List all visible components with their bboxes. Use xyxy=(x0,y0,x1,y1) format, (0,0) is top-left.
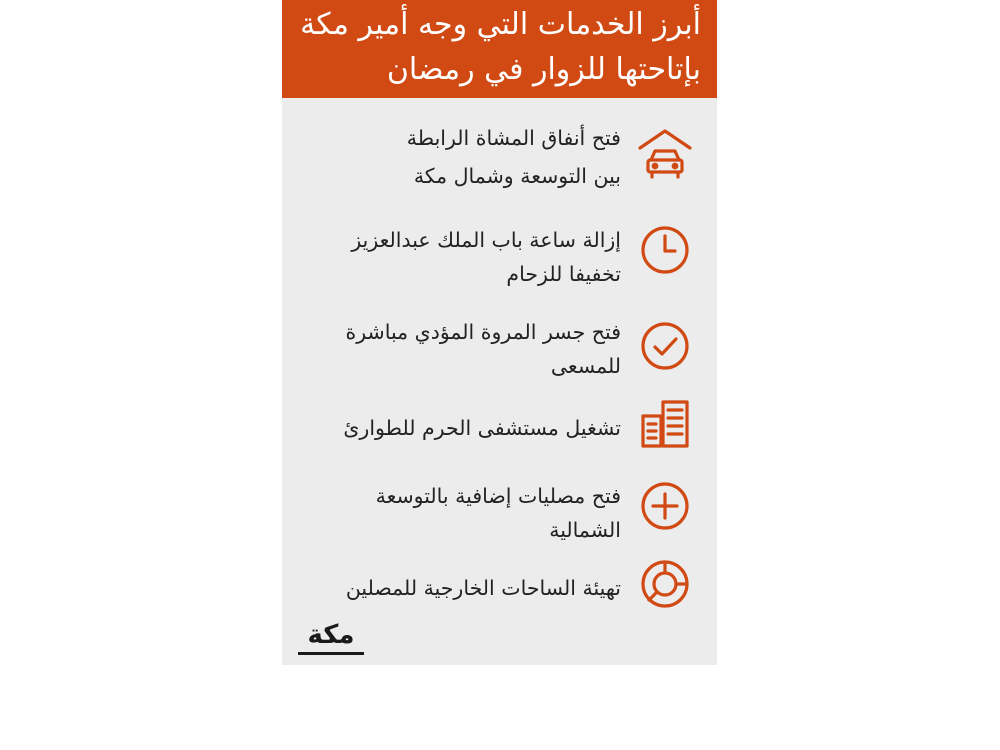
header-banner xyxy=(282,0,717,98)
item-3-line-2: للمسعى xyxy=(550,354,621,378)
item-2-line-2: تخفيفا للزحام xyxy=(506,262,621,286)
plus-circle-icon xyxy=(637,478,693,534)
logo-text: مكة xyxy=(307,620,355,650)
car-garage-icon xyxy=(637,126,693,182)
clock-icon xyxy=(637,222,693,278)
item-1-line-2: بين التوسعة وشمال مكة xyxy=(413,164,621,188)
pie-chart-icon xyxy=(637,556,693,612)
building-icon xyxy=(637,396,693,452)
infographic-card xyxy=(282,0,717,665)
item-4-line-1: تشغيل مستشفى الحرم للطوارئ xyxy=(343,416,621,440)
title-line-1: أبرز الخدمات التي وجه أمير مكة xyxy=(300,7,701,42)
brand-logo xyxy=(296,620,366,658)
logo-underline xyxy=(298,652,364,655)
item-2-line-1: إزالة ساعة باب الملك عبدالعزيز xyxy=(351,228,621,252)
item-5-line-1: فتح مصليات إضافية بالتوسعة xyxy=(375,484,621,508)
title-line-2: بإتاحتها للزوار في رمضان xyxy=(386,52,701,87)
item-3-line-1: فتح جسر المروة المؤدي مباشرة xyxy=(345,320,621,344)
check-circle-icon xyxy=(637,318,693,374)
item-5-line-2: الشمالية xyxy=(549,518,621,542)
item-1-line-1: فتح أنفاق المشاة الرابطة xyxy=(406,126,621,150)
item-6-line-1: تهيئة الساحات الخارجية للمصلين xyxy=(345,576,621,600)
